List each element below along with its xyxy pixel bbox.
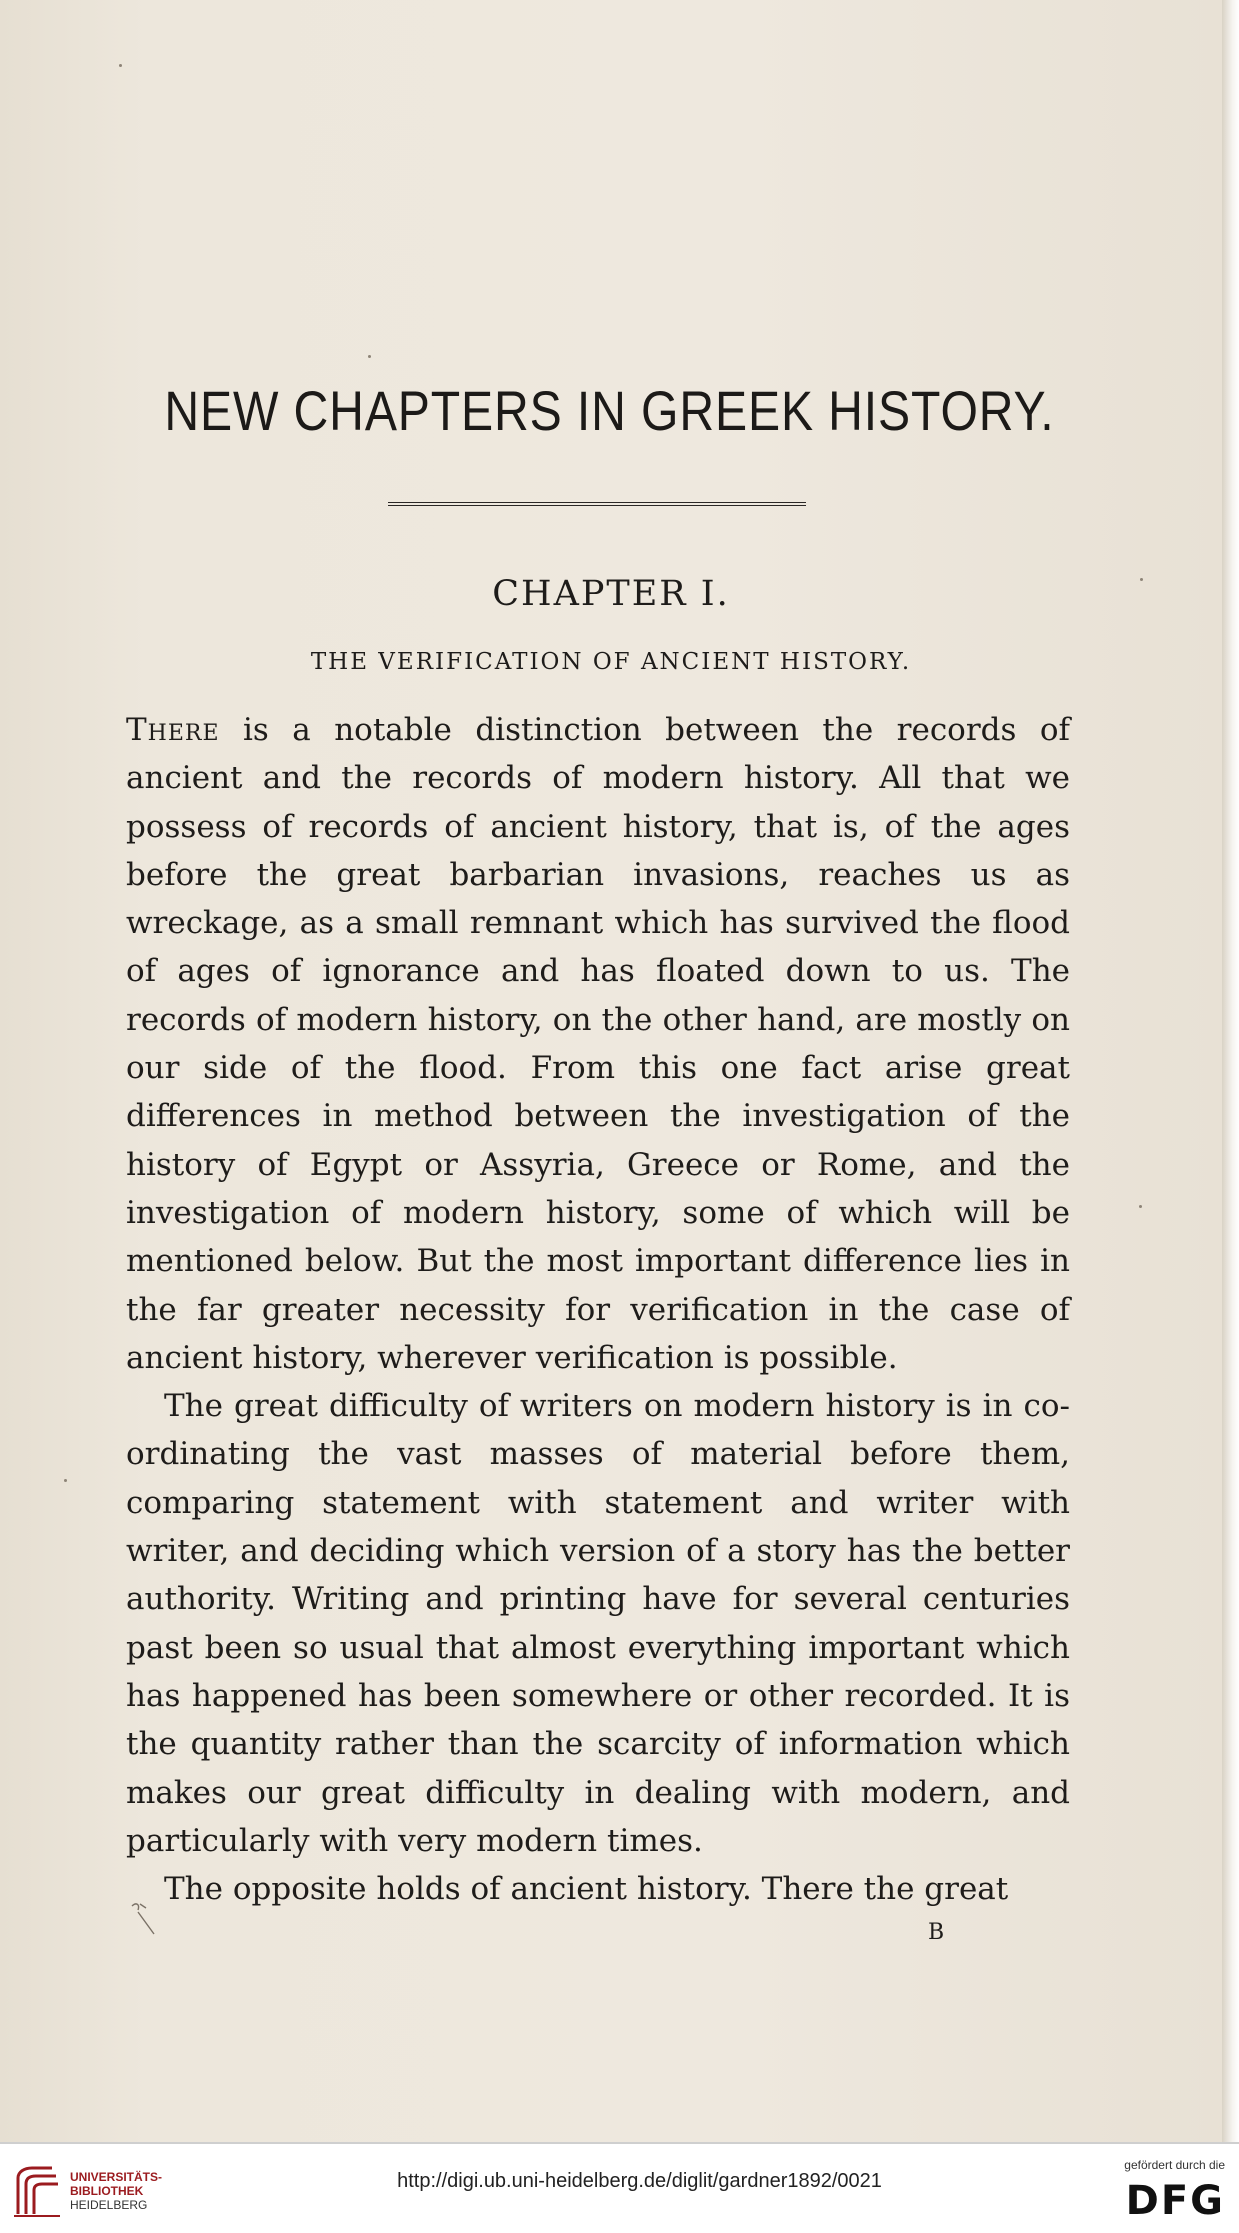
paper-speck xyxy=(1140,578,1143,581)
institution-line: UNIVERSITÄTS- xyxy=(70,2170,163,2184)
paper-speck xyxy=(119,64,122,67)
signature-mark: B xyxy=(928,1920,945,1945)
dfg-logo: DFG xyxy=(1125,2178,1225,2224)
paragraph: The opposite holds of ancient history. There the great xyxy=(164,1871,1009,1908)
institution-line: BIBLIOTHEK xyxy=(70,2184,144,2198)
paper-speck xyxy=(1139,1205,1142,1208)
footer-bar xyxy=(0,2142,1239,2233)
page-edge xyxy=(1222,0,1239,2142)
paper-speck xyxy=(368,355,371,358)
source-url-link[interactable]: http://digi.ub.uni-heidelberg.de/diglit/gardner1892/0021 xyxy=(397,2170,882,2192)
chapter-title: THE VERIFICATION OF ANCIENT HISTORY. xyxy=(310,649,912,675)
paragraph-text: is a notable distinction between the records of ancient and the records of modern history. All that we possess of records of ancient history, that is, of the ages before the great barbarian invasions, reaches us as wreckage, as a small remnant which has survived the flood of ages of ignorance and has floated down to us. The records of modern history, on the other hand, are mostly on our side of the flood. From this one fact arise great differences in method between the investigation of the history of Egypt or Assyria, Greece or Rome, and the investigation of modern history, some of which will be mentioned below. But the most important difference lies in the far greater necessity for verification in the case of ancient history, wherever verification is possible. xyxy=(126,712,1070,1376)
body-text xyxy=(126,706,1070,1913)
title-double-rule xyxy=(388,502,806,506)
book-title: NEW CHAPTERS IN GREEK HISTORY. xyxy=(164,379,1055,442)
footer-divider xyxy=(0,2142,1239,2144)
paper-speck xyxy=(64,1479,67,1482)
paragraph: The great difficulty of writers on modern history is in co-ordinating the vast masses of material before them, comparing statement with statement and writer with writer, and deciding which version of a story has the better authority. Writing and printing have for several centuries past been so usual that almost everything important which has happened has been somewhere or other recorded. It is the quantity rather than the scarcity of information which makes our great difficulty in dealing with modern, and particularly with very modern times. xyxy=(126,1388,1070,1859)
paragraph xyxy=(126,706,1070,1382)
institution-line: HEIDELBERG xyxy=(70,2198,148,2212)
pencil-annotation-icon xyxy=(128,1900,168,1950)
paragraph-lead-word: There xyxy=(126,712,220,748)
chapter-number: CHAPTER I. xyxy=(492,574,730,614)
funding-caption: gefördert durch die xyxy=(1124,2158,1225,2172)
